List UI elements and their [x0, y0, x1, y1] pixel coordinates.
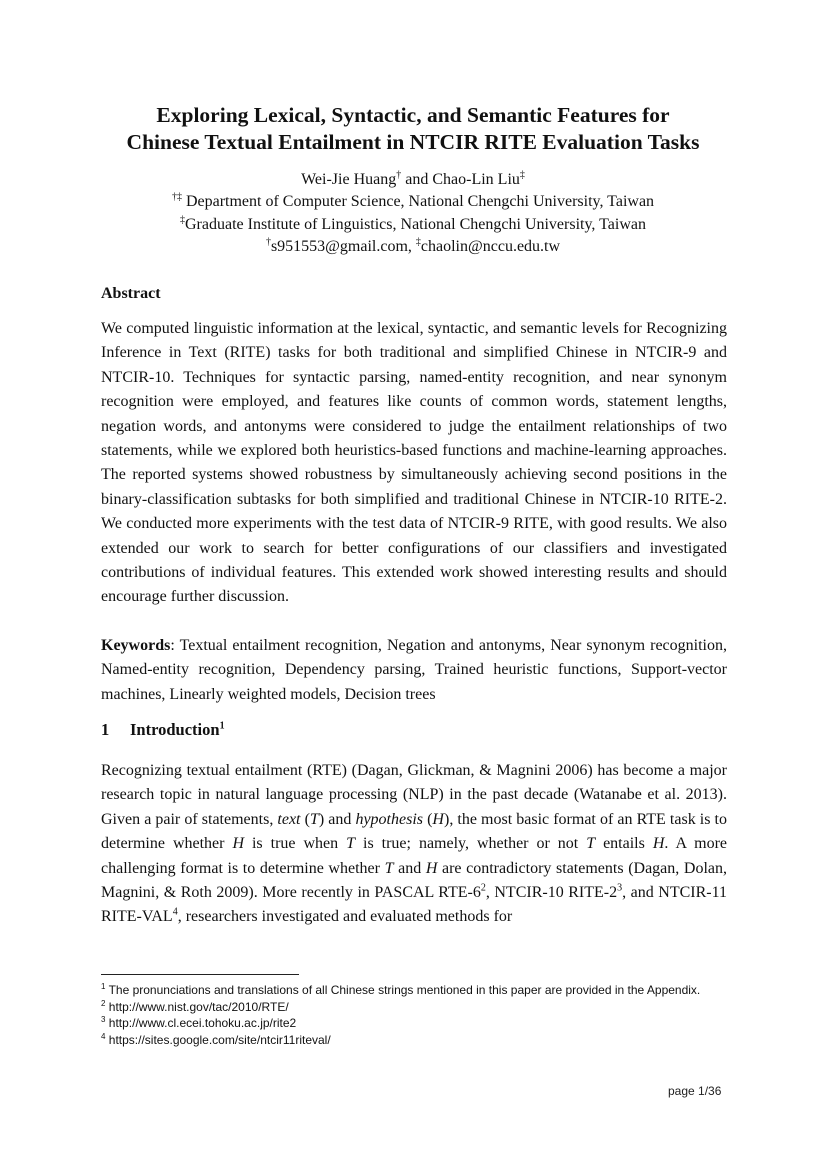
var-h: H [652, 835, 665, 853]
paper-title [60, 102, 766, 156]
intro-text: , and NTCIR-11 RITE-VAL [101, 884, 728, 926]
intro-text: is true; namely, whether or not [355, 835, 587, 853]
footnote-text: The pronunciations and translations of all Chinese strings mentioned in this paper are provided in the Appendix. [105, 983, 701, 997]
intro-text: are contradictory statements (Dagan, Dolan, Magnini, & Roth 2009). More recently in PASCAL RTE-6 [101, 859, 727, 902]
footnote-ref-2[interactable]: 2 [480, 882, 486, 894]
var-h: H [432, 810, 444, 828]
page-number: page 1/36 [668, 1084, 722, 1098]
footnote-divider [101, 974, 299, 975]
footnote-link[interactable]: https://sites.google.com/site/ntcir11riteval/ [105, 1032, 331, 1047]
footnote-mark: 4 [101, 1031, 106, 1041]
footnote-4 [101, 1032, 727, 1049]
section-footnote-mark: 1 [219, 720, 225, 732]
intro-text: ) and [318, 810, 356, 828]
footnotes [101, 982, 727, 1048]
affiliation-2 [60, 214, 766, 236]
author-emails [60, 236, 766, 258]
footnote-3 [101, 1015, 727, 1032]
var-t: T [586, 835, 596, 853]
email-2-mark: ‡ [415, 236, 421, 248]
email-1-mark: † [265, 236, 271, 248]
author-2: Chao-Lin Liu [432, 171, 520, 188]
email-2: chaolin@nccu.edu.tw [420, 237, 561, 255]
footnote-2 [101, 999, 727, 1016]
title-line-1: Exploring Lexical, Syntactic, and Semantic Features for [156, 103, 670, 127]
footnote-link[interactable]: http://www.nist.gov/tac/2010/RTE/ [105, 999, 289, 1014]
author-1-mark: † [396, 169, 402, 181]
footnote-ref-4[interactable]: 4 [172, 907, 178, 919]
footnote-link[interactable]: http://www.cl.ecei.tohoku.ac.jp/rite2 [105, 1016, 297, 1030]
intro-text: ( [423, 810, 433, 828]
term-hypothesis: hypothesis [355, 810, 423, 828]
intro-text: ), the most basic format of an RTE task is to determine whether [101, 810, 727, 853]
introduction-paragraph [101, 759, 727, 930]
var-h: H [425, 859, 438, 877]
footnote-mark: 3 [101, 1015, 106, 1024]
abstract-text: We computed linguistic information at the lexical, syntactic, and semantic levels for Recognizing Inference in Text (RITE) tasks for both traditional and simplified Chinese in NTCIR-9 and NTCIR-10. Techniques for syntactic parsing, named-entity recognition, and near synonym recognition were employed, and features like counts of common words, statement lengths, negation words, and antonyms were considered to judge the entailment relationships of two statements, while we explored both heuristics-based functions and machine-learning approaches. The reported systems showed robustness by simultaneously achieving second positions in the binary-classification subtasks for both simplified and traditional Chinese in NTCIR-10 RITE-2. We conducted more experiments with the test data of NTCIR-9 RITE, with good results. We also extended our work to search for better configurations of our classifiers and investigated contributions of individual features. This extended work showed interesting results and should encourage further discussion. [101, 320, 727, 606]
keywords-text: : Textual entailment recognition, Negation and antonyms, Near synonym recognition, Named-entity recognition, Dependency parsing, Trained heuristic functions, Support-vector machines, Linearly weighted models, Decision trees [101, 637, 727, 703]
affiliation-2-text: Graduate Institute of Linguistics, National Chengchi University, Taiwan [185, 215, 646, 233]
footnote-1 [101, 982, 727, 999]
term-text: text [277, 810, 301, 828]
intro-text: is true when [244, 835, 347, 853]
author-names [60, 169, 766, 191]
abstract-heading: Abstract [101, 285, 161, 302]
affiliation-1-text: Department of Computer Science, National Chengchi University, Taiwan [181, 193, 655, 211]
keywords-label: Keywords [101, 637, 171, 654]
author-1: Wei-Jie Huang [301, 171, 397, 188]
var-t: T [384, 859, 394, 877]
author-block [60, 169, 766, 258]
affiliation-2-mark: ‡ [180, 214, 185, 226]
footnote-mark: 1 [101, 982, 106, 991]
intro-text: Recognizing textual entailment (RTE) (Dagan, Glickman, & Magnini 2006) has become a major research topic in natural language processing (NLP) in the past decade (Watanabe et al. 2013). Given a pair of statements, [101, 762, 727, 828]
intro-text: , researchers investigated and evaluated methods for [177, 908, 513, 926]
email-1: s951553@gmail.com, [270, 237, 416, 255]
intro-text: entails [595, 835, 653, 853]
section-number: 1 [101, 720, 110, 739]
affiliation-1 [60, 191, 766, 213]
var-t: T [309, 810, 319, 828]
section-title: Introduction [130, 720, 220, 739]
footnote-mark: 2 [101, 998, 106, 1008]
footnote-ref-3[interactable]: 3 [617, 882, 623, 894]
intro-text: and [393, 859, 426, 877]
affiliation-1-mark: †‡ [171, 191, 182, 203]
var-h: H [232, 835, 245, 853]
author-2-mark: ‡ [519, 169, 525, 181]
var-t: T [346, 835, 356, 853]
keywords [101, 634, 727, 707]
intro-text: . A more challenging format is to determine whether [101, 835, 728, 877]
section-heading-introduction [101, 720, 225, 740]
intro-text: ( [300, 810, 310, 828]
intro-text: , NTCIR-10 RITE-2 [485, 884, 618, 902]
author-connector: and [401, 171, 433, 188]
title-line-2: Chinese Textual Entailment in NTCIR RITE Evaluation Tasks [126, 130, 700, 154]
